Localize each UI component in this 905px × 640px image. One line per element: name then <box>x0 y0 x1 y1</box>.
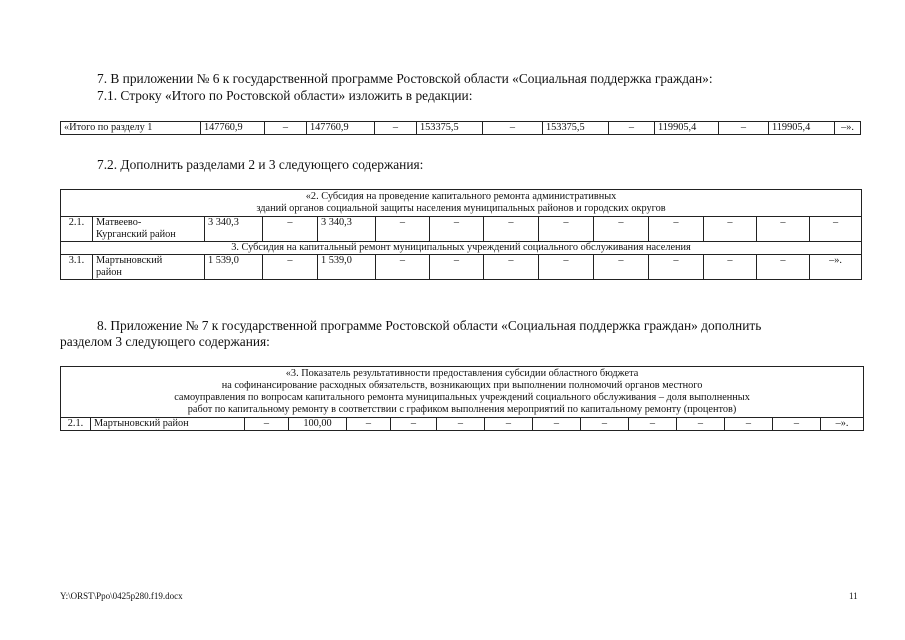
table-row <box>61 242 862 255</box>
paragraph-7: 7. В приложении № 6 к государственной программе Ростовской области «Социальная поддержка граждан»: <box>97 71 713 86</box>
indicator-header <box>61 367 864 418</box>
table-row <box>61 418 864 431</box>
table-cell: 3 340,3 <box>205 217 263 242</box>
table-cell: – <box>375 122 417 135</box>
table-cell: – <box>485 418 533 431</box>
table-cell: – <box>484 217 539 242</box>
district-name <box>93 255 205 280</box>
table-cell: – <box>430 255 484 280</box>
table-cell: – <box>594 255 649 280</box>
sections-2-3-table <box>60 189 862 280</box>
table-cell: – <box>629 418 677 431</box>
section-2-header <box>61 190 862 217</box>
table-cell: – <box>347 418 391 431</box>
table-row <box>61 255 862 280</box>
table-cell: 119905,4 <box>769 122 835 135</box>
table-cell: – <box>263 255 318 280</box>
table-cell: – <box>773 418 821 431</box>
table-row <box>61 367 864 418</box>
district-name-line: Курганский район <box>96 229 176 240</box>
table-cell: – <box>649 255 704 280</box>
table-cell: – <box>649 217 704 242</box>
table-cell: – <box>430 217 484 242</box>
indicator-header-line: работ по капитальному ремонту в соответствии с графиком выполнения мероприятий по капитальному ремонту (процентов) <box>187 404 737 415</box>
district-name-line: Мартыновский <box>96 255 163 266</box>
total-row-table <box>60 121 861 135</box>
table-cell: 100,00 <box>289 418 347 431</box>
table-row <box>61 190 862 217</box>
table-row <box>61 217 862 242</box>
table-cell: – <box>704 255 757 280</box>
table-cell: – <box>539 255 594 280</box>
table-cell: 147760,9 <box>307 122 375 135</box>
footer-file-path: Y:\ORST\Ppo\0425p280.f19.docx <box>60 591 183 601</box>
table-cell: 153375,5 <box>417 122 483 135</box>
paragraph-7-2: 7.2. Дополнить разделами 2 и 3 следующего содержания: <box>97 157 424 172</box>
table-cell: – <box>810 217 862 242</box>
indicator-header-line: самоуправления по вопросам капитального ремонта муниципальных учреждений социального обслуживания – доля выполненных <box>174 392 750 403</box>
table-cell: – <box>581 418 629 431</box>
table-cell: –». <box>810 255 862 280</box>
section-2-header-line: «2. Субсидия на проведение капитального ремонта административных <box>305 191 617 202</box>
paragraph-8-line-2: разделом 3 следующего содержания: <box>60 334 270 349</box>
district-name-line: район <box>96 267 122 278</box>
paragraph-7-1: 7.1. Строку «Итого по Ростовской области» изложить в редакции: <box>97 88 473 103</box>
table-cell: – <box>484 255 539 280</box>
table-cell: – <box>391 418 437 431</box>
table-cell: – <box>533 418 581 431</box>
table-cell: – <box>245 418 289 431</box>
total-row-label: «Итого по разделу 1 <box>61 122 201 135</box>
table-cell: 1 539,0 <box>205 255 263 280</box>
section-3-header: 3. Субсидия на капитальный ремонт муниципальных учреждений социального обслуживания населения <box>61 242 862 255</box>
table-cell: – <box>757 217 810 242</box>
district-name: Мартыновский район <box>91 418 245 431</box>
indicator-header-line: «3. Показатель результативности предоставления субсидии областного бюджета <box>285 368 639 379</box>
table-cell: 119905,4 <box>655 122 719 135</box>
table-cell: 147760,9 <box>201 122 265 135</box>
table-cell: 153375,5 <box>543 122 609 135</box>
row-number: 3.1. <box>61 255 93 280</box>
paragraph-8-line-1: 8. Приложение № 7 к государственной программе Ростовской области «Социальная поддержка граждан» дополнить <box>97 318 762 333</box>
table-cell: – <box>719 122 769 135</box>
table-cell: – <box>539 217 594 242</box>
table-cell: 1 539,0 <box>318 255 376 280</box>
table-cell: – <box>265 122 307 135</box>
section-2-header-line: зданий органов социальной защиты населения муниципальных районов и городских округов <box>256 203 666 214</box>
district-name <box>93 217 205 242</box>
table-cell: – <box>725 418 773 431</box>
table-cell: – <box>704 217 757 242</box>
table-cell: – <box>609 122 655 135</box>
row-number: 2.1. <box>61 217 93 242</box>
page-number: 11 <box>849 591 858 601</box>
section-3-indicator-table <box>60 366 864 431</box>
table-cell: – <box>483 122 543 135</box>
table-cell: –». <box>821 418 864 431</box>
table-cell: – <box>376 217 430 242</box>
table-cell: – <box>757 255 810 280</box>
table-row <box>61 122 861 135</box>
table-cell: – <box>376 255 430 280</box>
district-name-line: Матвеево- <box>96 217 142 228</box>
table-cell: – <box>677 418 725 431</box>
table-cell: –». <box>835 122 861 135</box>
table-cell: – <box>437 418 485 431</box>
table-cell: – <box>263 217 318 242</box>
indicator-header-line: на софинансирование расходных обязательств, возникающих при выполнении полномочий органов местного <box>221 380 703 391</box>
table-cell: 3 340,3 <box>318 217 376 242</box>
table-cell: – <box>594 217 649 242</box>
row-number: 2.1. <box>61 418 91 431</box>
